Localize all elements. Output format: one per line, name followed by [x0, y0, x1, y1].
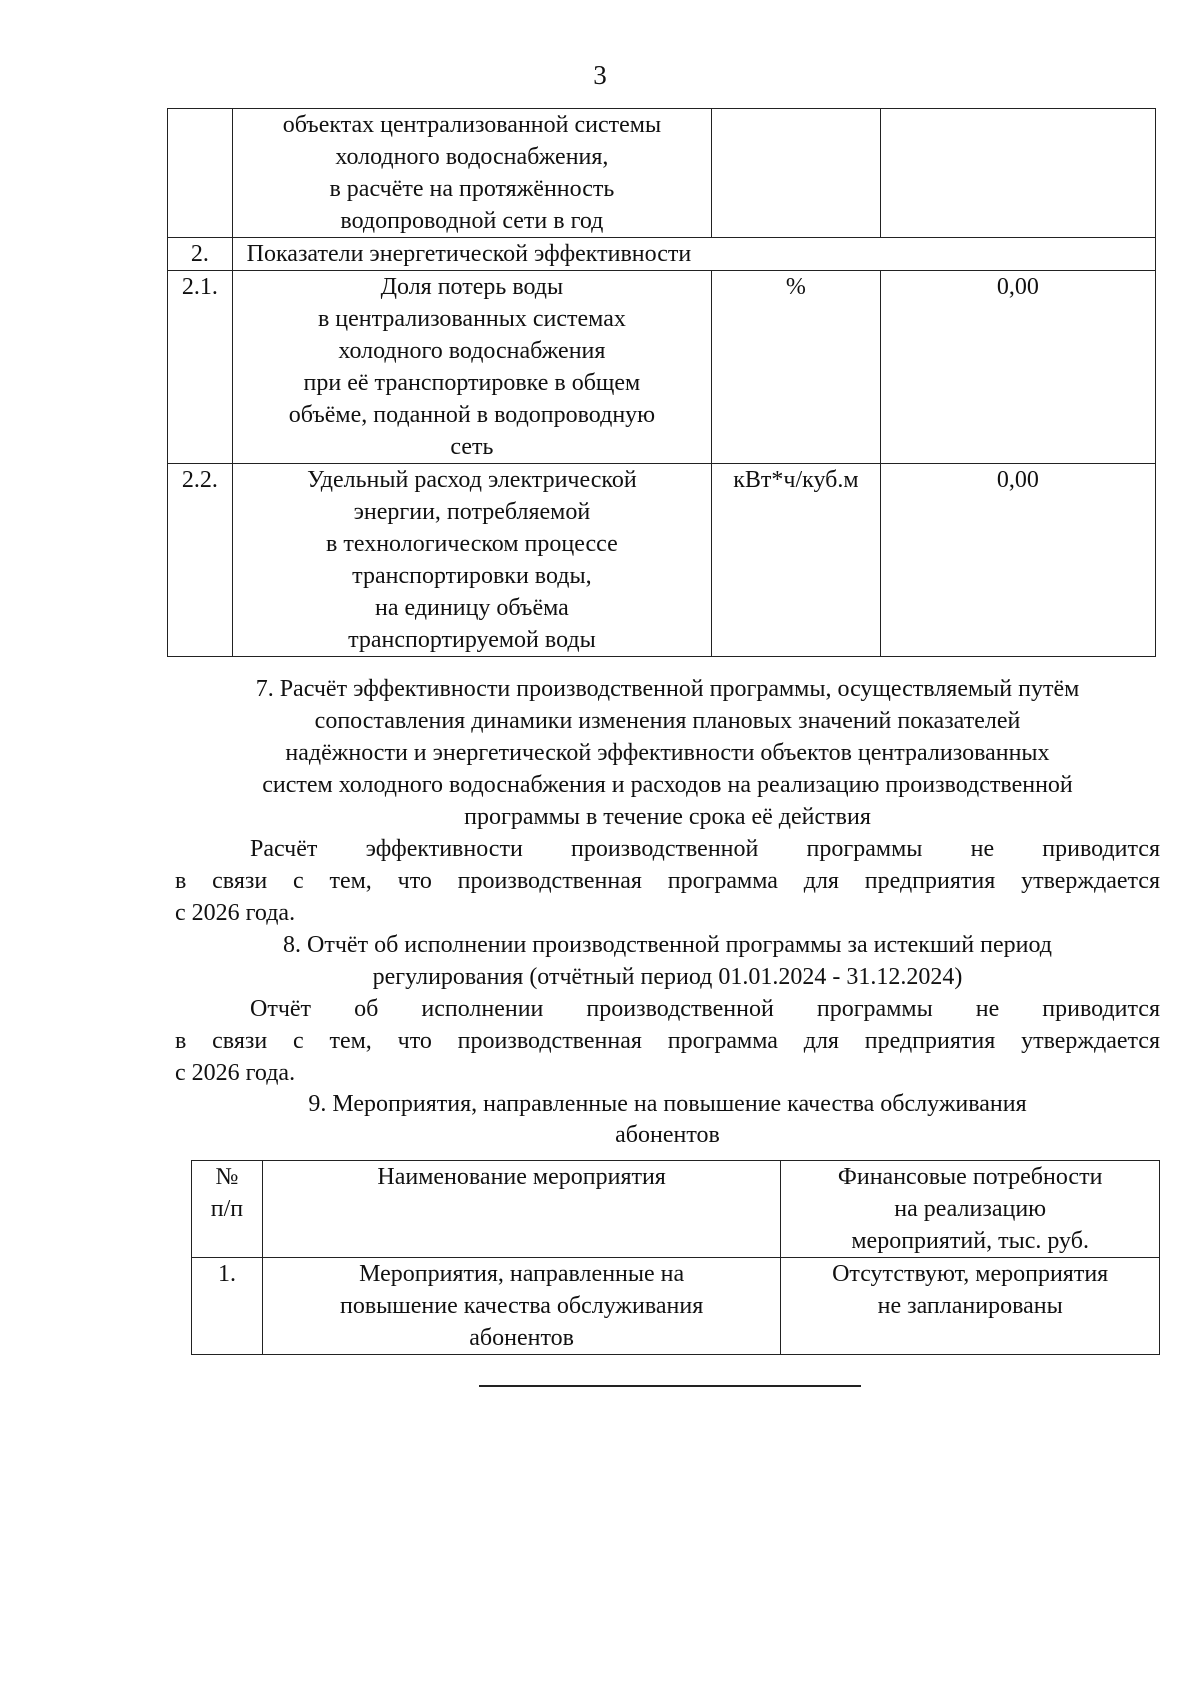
- closing-divider: [479, 1385, 861, 1387]
- text-line: Мероприятия, направленные на: [359, 1261, 685, 1287]
- indicator-value: 0,00: [880, 464, 1155, 657]
- text-line: абонентов: [615, 1122, 720, 1148]
- indicators-table: [167, 108, 1156, 657]
- text-line: при её транспортировке в общем: [303, 370, 641, 396]
- section-9-heading: [175, 1089, 1160, 1151]
- text-line: не запланированы: [877, 1293, 1063, 1319]
- indicator-name: [232, 109, 711, 238]
- indicator-unit: кВт*ч/куб.м: [712, 464, 881, 657]
- indicator-unit: [712, 109, 881, 238]
- text-line: Финансовые потребности: [837, 1164, 1103, 1190]
- text-line: на реализацию: [894, 1196, 1047, 1222]
- text-line: водопроводной сети в год: [340, 208, 604, 234]
- indicator-unit: %: [712, 271, 881, 464]
- text-line: в связи с тем, что производственная программа для предприятия утверждается: [175, 868, 1160, 894]
- text-line: регулирования (отчётный период 01.01.2024 - 31.12.2024): [372, 964, 963, 990]
- text-line: с 2026 года.: [175, 900, 296, 926]
- indicator-name: [232, 464, 711, 657]
- text-line: объёме, поданной в водопроводную: [288, 402, 656, 428]
- text-line: систем холодного водоснабжения и расходов на реализацию производственной: [262, 772, 1073, 798]
- text-line: в связи с тем, что производственная программа для предприятия утверждается: [175, 1028, 1160, 1054]
- text-line: с 2026 года.: [175, 1060, 296, 1086]
- header-number: [192, 1161, 263, 1258]
- text-line: программы в течение срока её действия: [464, 804, 871, 830]
- text-line: Доля потерь воды: [380, 274, 564, 300]
- section-7-body: [175, 833, 1160, 929]
- measure-name: [262, 1258, 780, 1355]
- text-line: холодного водоснабжения: [338, 338, 606, 364]
- text-line: сопоставления динамики изменения плановых значений показателей: [314, 708, 1021, 734]
- table-row: [168, 464, 1156, 657]
- header-name: Наименование мероприятия: [262, 1161, 780, 1258]
- indicator-value: 0,00: [880, 271, 1155, 464]
- text-line: Расчёт эффективности производственной программы не приводится: [250, 836, 1160, 862]
- text-line: 7. Расчёт эффективности производственной программы, осуществляемый путём: [255, 676, 1080, 702]
- table-row: [168, 271, 1156, 464]
- row-number: 2.1.: [168, 271, 233, 464]
- text-line: Удельный расход электрической: [307, 467, 637, 493]
- text-line: надёжности и энергетической эффективности объектов централизованных: [285, 740, 1050, 766]
- text-line: в расчёте на протяжённость: [329, 176, 615, 202]
- text-line: в централизованных системах: [317, 306, 626, 332]
- row-number: 2.: [168, 238, 233, 271]
- section-7-heading: [175, 673, 1160, 833]
- text-line: в технологическом процессе: [326, 531, 618, 557]
- text-line: транспортировки воды,: [352, 563, 592, 589]
- measures-table: [191, 1160, 1160, 1355]
- text-line: мероприятий, тыс. руб.: [851, 1228, 1089, 1254]
- row-number: 1.: [192, 1258, 263, 1355]
- section-8-heading: [175, 929, 1160, 993]
- text-line: 9. Мероприятия, направленные на повышение качества обслуживания: [308, 1091, 1027, 1117]
- row-number: [168, 109, 233, 238]
- page-number: 3: [593, 60, 607, 90]
- section-title: Показатели энергетической эффективности: [232, 238, 1155, 271]
- text-line: холодного водоснабжения,: [335, 144, 609, 170]
- table-row: [192, 1258, 1160, 1355]
- text-line: на единицу объёма: [375, 595, 569, 621]
- section-8-body: [175, 993, 1160, 1089]
- text-line: п/п: [210, 1196, 244, 1222]
- measure-finance: [781, 1258, 1160, 1355]
- text-line: №: [215, 1164, 239, 1190]
- text-line: объектах централизованной системы: [282, 112, 662, 138]
- table-header-row: [192, 1161, 1160, 1258]
- text-line: абонентов: [469, 1325, 574, 1351]
- text-line: повышение качества обслуживания: [340, 1293, 704, 1319]
- text-line: 8. Отчёт об исполнении производственной программы за истекший период: [283, 932, 1052, 958]
- indicator-value: [880, 109, 1155, 238]
- text-line: транспортируемой воды: [348, 627, 596, 653]
- table-row: [168, 238, 1156, 271]
- indicator-name: [232, 271, 711, 464]
- text-line: энергии, потребляемой: [353, 499, 591, 525]
- header-finance: [781, 1161, 1160, 1258]
- row-number: 2.2.: [168, 464, 233, 657]
- text-line: Отчёт об исполнении производственной программы не приводится: [250, 996, 1160, 1022]
- table-row: [168, 109, 1156, 238]
- text-line: Отсутствуют, мероприятия: [832, 1261, 1109, 1287]
- text-line: сеть: [450, 434, 494, 460]
